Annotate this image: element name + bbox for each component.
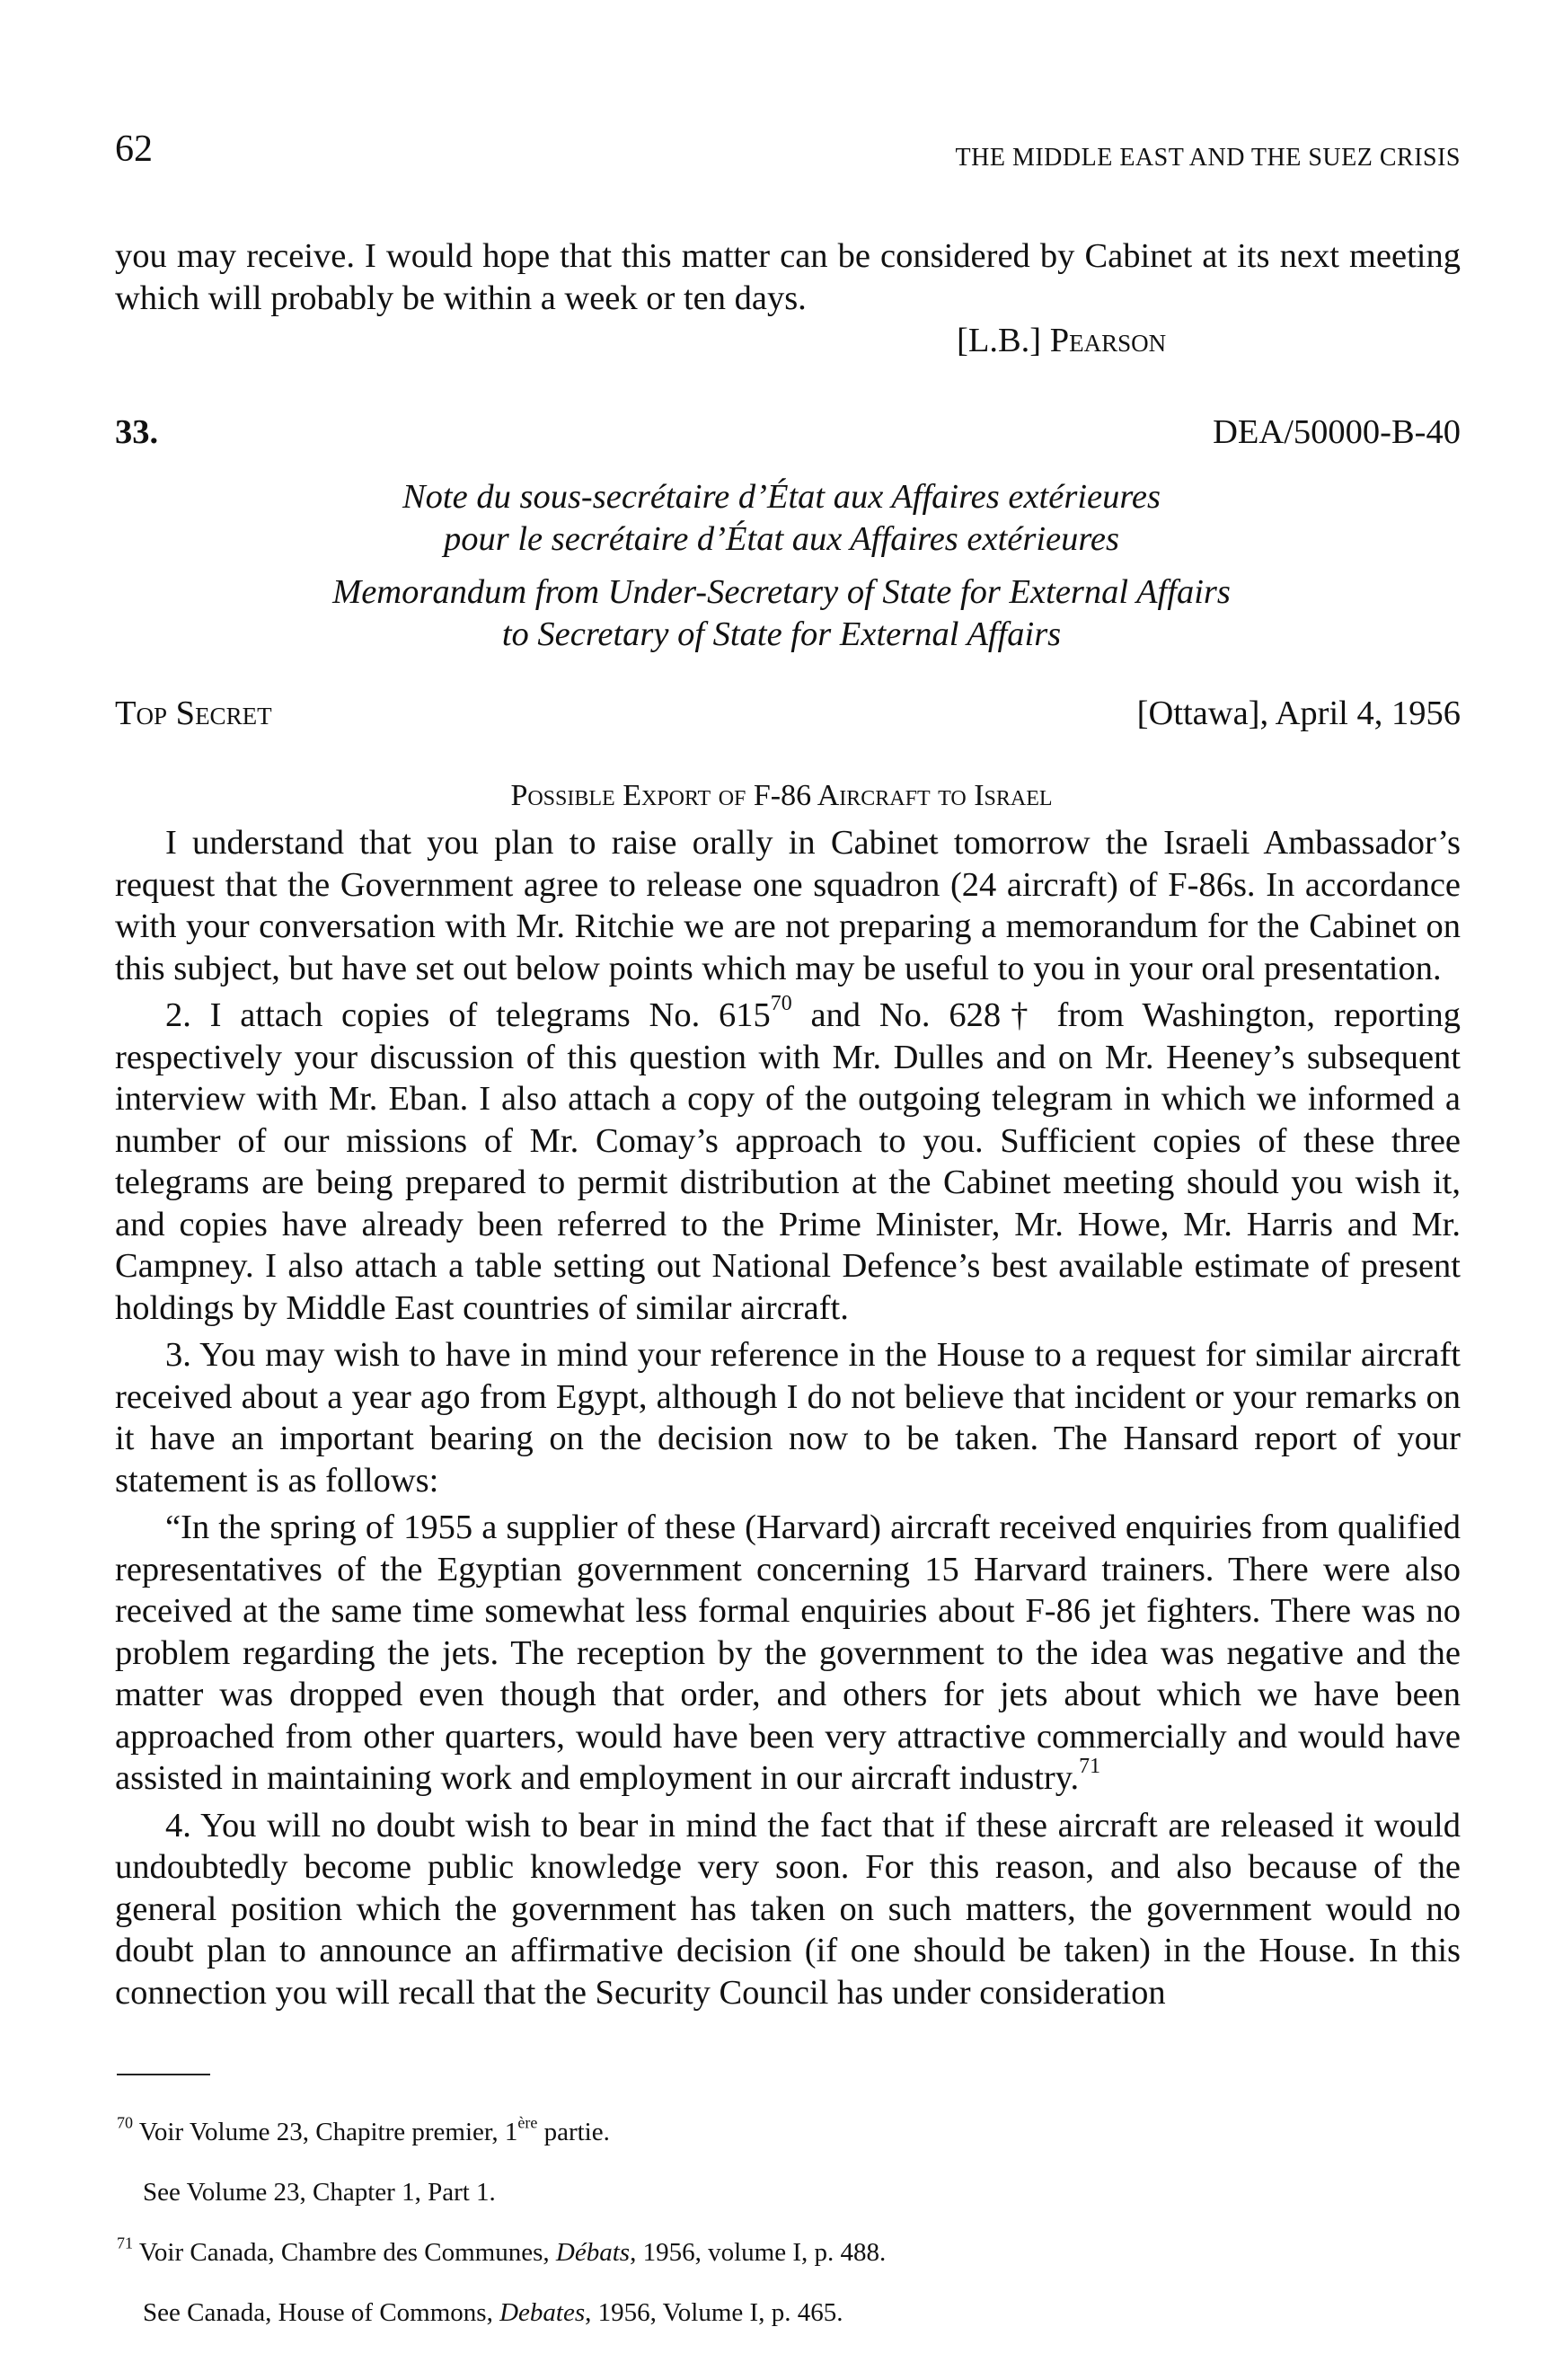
french-title <box>0 476 1563 560</box>
footnote-70-fr-text: Voir Volume 23, Chapitre premier, 1 <box>132 2118 518 2146</box>
quotation <box>115 1507 1461 1800</box>
running-title: THE MIDDLE EAST AND THE SUEZ CRISIS <box>955 144 1461 172</box>
footnote-70-number: 70 <box>117 2113 133 2132</box>
paragraph-3: 3. You may wish to have in mind your reference in the House to a request for similar aircraft received about a year ago from Egypt, although I do not believe that incident or your remarks on it have an important bearing on the decision now to be taken. The Hansard report of your statement is as follows: <box>115 1336 1461 1500</box>
memorandum-body <box>115 822 1461 2013</box>
footnote-ref-70: 70 <box>770 992 792 1016</box>
classification: Top Secret <box>115 695 272 732</box>
french-title-line-2: pour le secrétaire d’État aux Affaires extérieures <box>444 519 1119 558</box>
paragraph-4: 4. You will no doubt wish to bear in mind the fact that if these aircraft are released it would undoubtedly become public knowledge very soon. For this reason, and also because of the general position which the government has taken on such matters, the government would no doubt plan to announce an affirmative decision (if one should be taken) in the House. In this connection you will recall that the Security Council has under consideration <box>115 1806 1461 2012</box>
footnote-70-en: See Volume 23, Chapter 1, Part 1. <box>143 2178 496 2207</box>
place-date: [Ottawa], April 4, 1956 <box>1136 695 1461 732</box>
signature-name: Pearson <box>1049 322 1167 359</box>
footnote-70-superscript: ère <box>517 2113 538 2132</box>
english-title-line-1: Memorandum from Under-Secretary of State for External Affairs <box>332 573 1231 611</box>
paragraph-2-rest: and No. 628† from Washington, reporting respectively your discussion of this question with Mr. Dulles and on Mr. Heeney’s subsequent interview with Mr. Eban. I also attach a copy of the outgoing telegram in which we informed a number of our missions of Mr. Comay’s approach to you. Sufficient copies of these three telegrams are being prepared to permit distribution at the Cabinet meeting should you wish it, and copies have already been referred to the Prime Minister, Mr. Howe, Mr. Harris and Mr. Campney. I also attach a table setting out National Defence’s best available estimate of present holdings by Middle East countries of similar aircraft. <box>115 996 1461 1327</box>
footnote-70-fr-end: partie. <box>537 2118 610 2146</box>
signature-initials: [L.B.] <box>957 322 1042 359</box>
french-title-line-1: Note du sous-secrétaire d’État aux Affaires extérieures <box>402 478 1161 516</box>
footnote-71-fr <box>117 2235 1464 2269</box>
footnote-divider <box>117 2074 210 2075</box>
quotation-text: “In the spring of 1955 a supplier of these (Harvard) aircraft received enquiries from qualified representatives of the Egyptian government concerning 15 Harvard trainers. There were also received at the same time somewhat less formal enquiries about F-86 jet fighters. There was no problem regarding the jets. The reception by the government to the idea was negative and the matter was dropped even though that order, and others for jets about which we have been approached from other quarters, would have been very attractive commercially and would have assisted in maintaining work and employment in our aircraft industry. <box>115 1509 1461 1797</box>
paragraph-2-start: 2. I attach copies of telegrams No. 615 <box>165 996 771 1034</box>
document-number: 33. <box>115 413 159 451</box>
continuation-paragraph <box>115 235 1461 319</box>
footnote-ref-71: 71 <box>1079 1755 1100 1779</box>
footnotes <box>117 2089 1464 2330</box>
footnote-71-en <box>117 2296 1464 2330</box>
paragraph-1: I understand that you plan to raise orally in Cabinet tomorrow the Israeli Ambassador’s request that the Government agree to release one squadron (24 aircraft) of F-86s. In accordance with your conversation with Mr. Ritchie we are not preparing a memorandum for the Cabinet on this subject, but have set out below points which may be useful to you in your oral presentation. <box>115 824 1461 987</box>
subject-heading: Possible Export of F-86 Aircraft to Israel <box>510 779 1053 812</box>
footnote-71-fr-text: Voir Canada, Chambre des Communes, <box>132 2238 556 2267</box>
file-reference: DEA/50000-B-40 <box>1213 413 1461 451</box>
continuation-text: you may receive. I would hope that this matter can be considered by Cabinet at its next meeting which will probably be within a week or ten days. <box>115 237 1461 317</box>
footnote-71-en-end: , 1956, Volume I, p. 465. <box>585 2298 843 2327</box>
paragraph-2 <box>115 992 1461 1329</box>
page-number: 62 <box>115 128 153 170</box>
footnote-71-fr-title: Débats <box>555 2238 631 2267</box>
english-title <box>0 571 1563 655</box>
footnote-71-en-text: See Canada, House of Commons, <box>143 2298 500 2327</box>
footnote-71-en-title: Debates <box>499 2298 586 2327</box>
footnote-71-number: 71 <box>117 2234 133 2252</box>
footnote-70-fr <box>117 2115 1464 2149</box>
english-title-line-2: to Secretary of State for External Affairs <box>501 615 1062 653</box>
signature-block <box>957 320 1166 362</box>
footnote-71-fr-end: , 1956, volume I, p. 488. <box>630 2238 887 2267</box>
